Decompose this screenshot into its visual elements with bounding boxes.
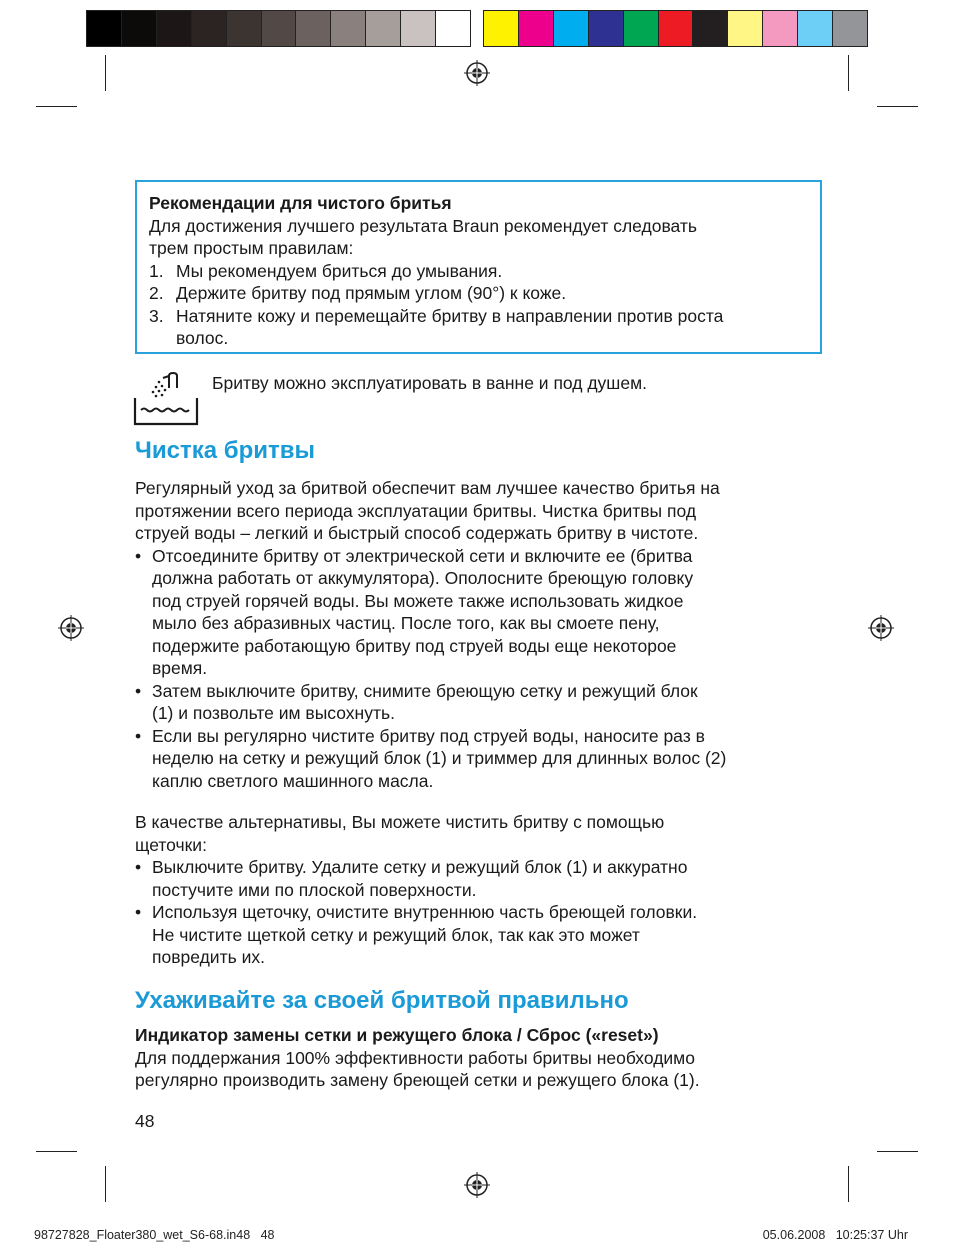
list-item xyxy=(149,260,808,283)
bullet: • xyxy=(135,725,142,746)
crop-mark xyxy=(105,55,106,91)
text-line: струей воды – легкий и быстрый способ содержать бритву в чистоте. xyxy=(135,523,699,543)
list-text-line: Натяните кожу и перемещайте бритву в направлении против роста xyxy=(176,305,724,326)
color-calibration-bar xyxy=(483,10,868,47)
list-text xyxy=(152,680,698,725)
list-item xyxy=(149,282,808,305)
registration-mark-icon xyxy=(464,60,490,86)
care-heading: Ухаживайте за своей бритвой правильно xyxy=(135,987,629,1014)
list-number: 1. xyxy=(149,260,164,281)
text-line: время. xyxy=(152,658,208,678)
list-text xyxy=(152,856,687,901)
text-line: Отсоедините бритву от электрической сети и включите ее (бритва xyxy=(152,545,693,566)
list-item xyxy=(135,901,825,969)
grayscale-calibration-bar xyxy=(86,10,471,47)
text-line: В качестве альтернативы, Вы можете чистить бритву с помощью xyxy=(135,812,665,832)
tips-list xyxy=(149,260,808,350)
footer-file-info: 98727828_Floater380_wet_S6-68.in48 48 xyxy=(34,1228,275,1242)
bullet: • xyxy=(135,857,142,877)
crop-mark xyxy=(36,106,77,107)
color-swatch xyxy=(157,11,192,46)
registration-mark-icon xyxy=(868,615,894,641)
care-subheading: Индикатор замены сетки и режущего блока / Сброс («reset») xyxy=(135,1025,659,1045)
color-swatch xyxy=(262,11,297,46)
text-line: Затем выключите бритву, снимите бреющую сетку и режущий блок xyxy=(152,680,698,701)
wet-use-note: Бритву можно эксплуатировать в ванне и под душем. xyxy=(212,373,647,393)
cleaning-intro xyxy=(135,477,825,545)
list-text xyxy=(176,305,723,350)
color-swatch xyxy=(763,11,798,46)
tips-intro-line: трем простым правилам: xyxy=(149,238,354,258)
list-text-line: волос. xyxy=(176,328,229,348)
color-swatch xyxy=(192,11,227,46)
registration-mark-icon xyxy=(58,615,84,641)
color-swatch xyxy=(798,11,833,46)
color-swatch xyxy=(624,11,659,46)
text-line: Используя щеточку, очистите внутреннюю часть бреющей головки. xyxy=(152,902,698,922)
color-swatch xyxy=(366,11,401,46)
care-section xyxy=(135,987,825,1092)
list-item xyxy=(135,856,825,901)
text-line: мыло без абразивных частиц. После того, как вы смоете пену, xyxy=(152,613,660,633)
color-swatch xyxy=(484,11,519,46)
color-swatch xyxy=(659,11,694,46)
crop-mark xyxy=(36,1151,77,1152)
color-swatch xyxy=(401,11,436,46)
tips-title: Рекомендации для чистого бритья xyxy=(149,193,452,213)
list-text xyxy=(152,901,697,969)
text-line: под струей горячей воды. Вы можете также использовать жидкое xyxy=(152,590,684,611)
color-swatch xyxy=(519,11,554,46)
text-line: повредить их. xyxy=(152,947,265,967)
crop-mark xyxy=(848,55,849,91)
crop-mark xyxy=(848,1166,849,1202)
alternative-bullet-list xyxy=(135,856,825,969)
list-text: Держите бритву под прямым углом (90°) к коже. xyxy=(176,283,567,303)
color-swatch xyxy=(296,11,331,46)
color-swatch xyxy=(554,11,589,46)
list-item xyxy=(135,680,825,725)
care-text xyxy=(135,1047,825,1092)
cleaning-section xyxy=(135,437,825,969)
text-line: неделю на сетку и режущий блок (1) и триммер для длинных волос (2) xyxy=(152,748,727,768)
color-swatch xyxy=(728,11,763,46)
color-swatch xyxy=(833,11,867,46)
bullet: • xyxy=(135,680,142,701)
text-line: должна работать от аккумулятора). Ополосните бреющую головку xyxy=(152,568,694,588)
list-text xyxy=(152,725,726,793)
shower-bath-icon xyxy=(133,372,199,428)
list-text xyxy=(152,545,693,680)
tips-intro-line: Для достижения лучшего результата Braun рекомендует следовать xyxy=(149,215,698,236)
list-number: 2. xyxy=(149,283,164,303)
list-item xyxy=(135,725,825,793)
bullet: • xyxy=(135,902,142,922)
bullet: • xyxy=(135,545,142,566)
text-line: Если вы регулярно чистите бритву под струей воды, наносите раз в xyxy=(152,725,705,746)
list-item xyxy=(149,305,808,350)
color-swatch xyxy=(589,11,624,46)
color-swatch xyxy=(122,11,157,46)
crop-mark xyxy=(105,1166,106,1202)
text-line: щеточки: xyxy=(135,834,207,855)
color-swatch xyxy=(87,11,122,46)
cleaning-heading: Чистка бритвы xyxy=(135,437,315,464)
cleaning-bullet-list xyxy=(135,545,825,793)
color-swatch xyxy=(436,11,470,46)
text-line: Для поддержания 100% эффективности работы бритвы необходимо xyxy=(135,1047,695,1068)
color-swatch xyxy=(331,11,366,46)
registration-mark-icon xyxy=(464,1172,490,1198)
text-line: постучите ими по плоской поверхности. xyxy=(152,879,477,900)
text-line: (1) и позвольте им высохнуть. xyxy=(152,703,395,723)
text-line: подержите работающую бритву под струей воды еще некоторое xyxy=(152,635,677,656)
list-number: 3. xyxy=(149,305,164,326)
list-text: Мы рекомендуем бриться до умывания. xyxy=(176,260,503,281)
color-swatch xyxy=(693,11,728,46)
text-line: протяжении всего периода эксплуатации бритвы. Чистка бритвы под xyxy=(135,500,697,521)
crop-mark xyxy=(877,1151,918,1152)
text-line: каплю светлого машинного масла. xyxy=(152,770,434,791)
page-number: 48 xyxy=(135,1111,155,1131)
crop-mark xyxy=(877,106,918,107)
text-line: Не чистите щеткой сетку и режущий блок, так как это может xyxy=(152,924,640,945)
text-line: регулярно производить замену бреющей сетки и режущего блока (1). xyxy=(135,1070,700,1090)
text-line: Регулярный уход за бритвой обеспечит вам лучшее качество бритья на xyxy=(135,478,720,498)
list-item xyxy=(135,545,825,680)
alternative-intro xyxy=(135,811,825,856)
color-swatch xyxy=(227,11,262,46)
footer-timestamp: 05.06.2008 10:25:37 Uhr xyxy=(762,1228,908,1242)
text-line: Выключите бритву. Удалите сетку и режущий блок (1) и аккуратно xyxy=(152,857,688,877)
shaving-tips-box xyxy=(135,180,822,354)
